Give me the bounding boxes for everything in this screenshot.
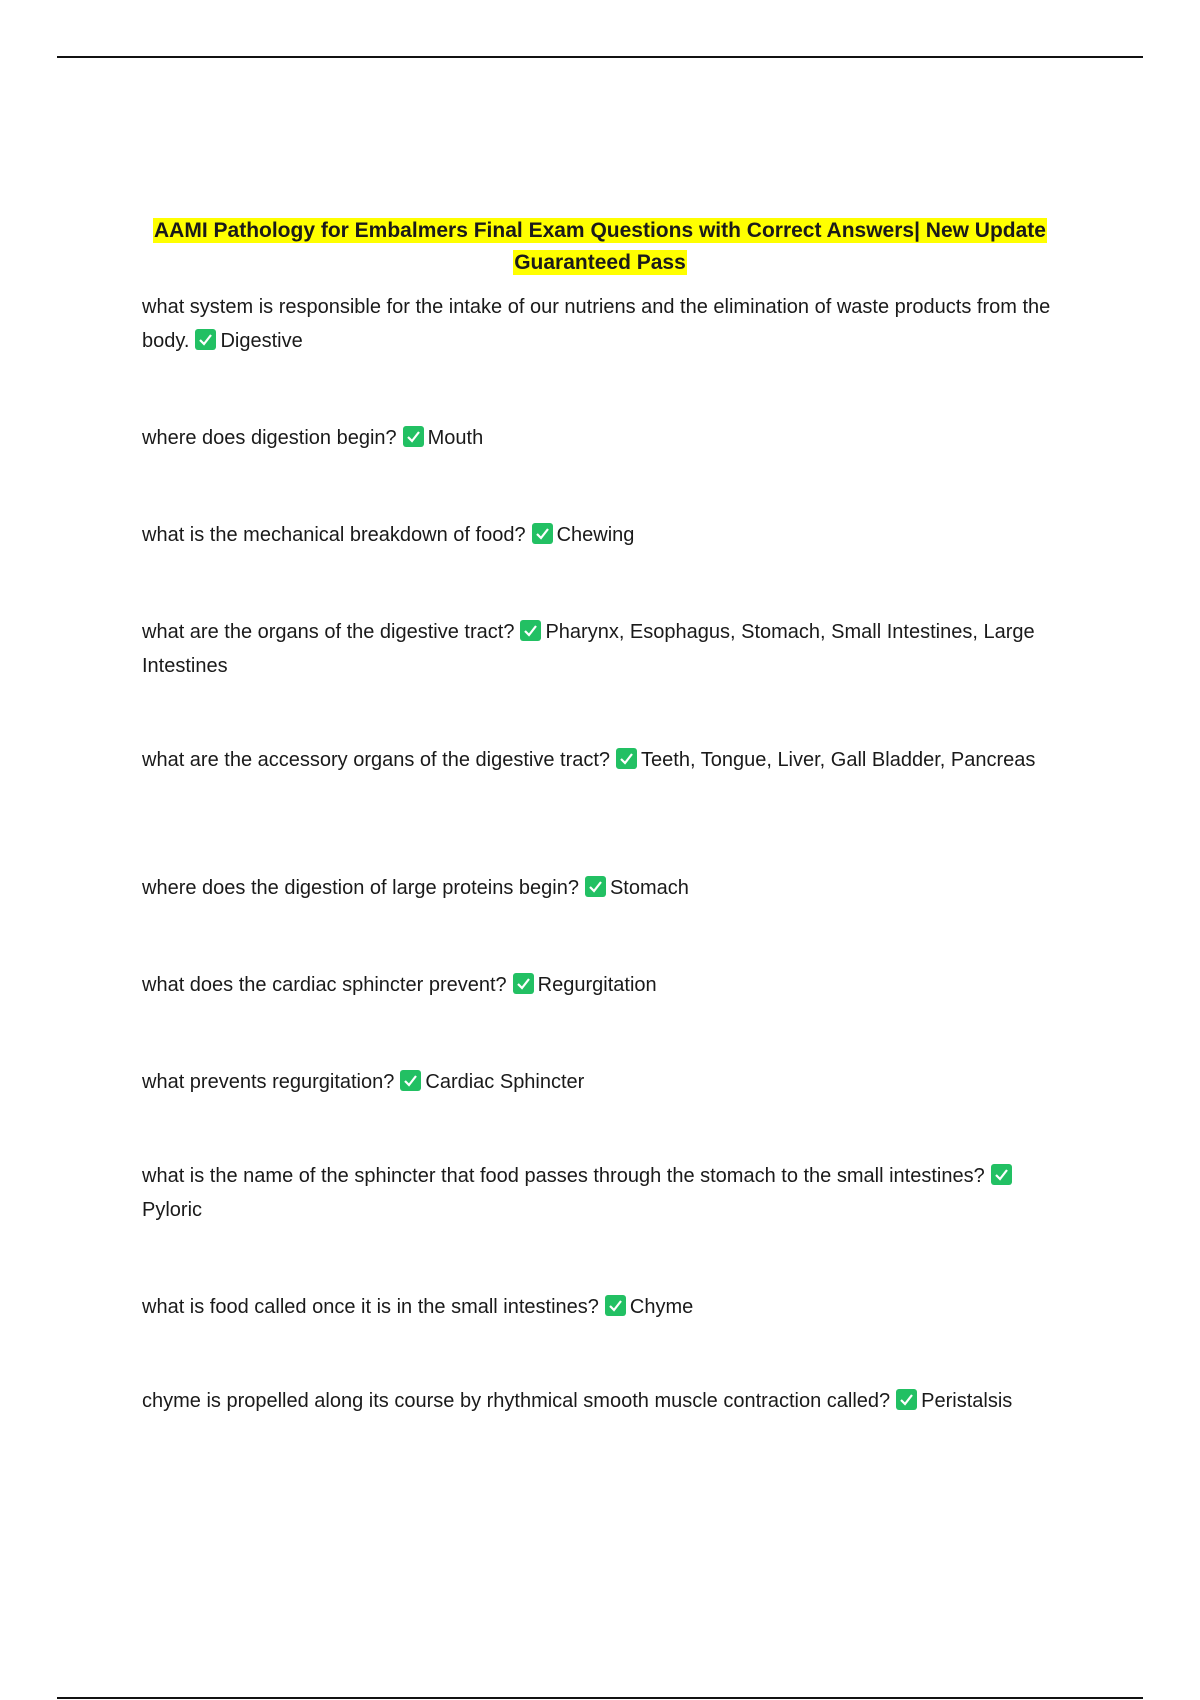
check-mark-icon bbox=[400, 1070, 421, 1091]
qa-item bbox=[142, 1384, 1062, 1418]
qa-item bbox=[142, 615, 1062, 683]
question-text: what are the accessory organs of the digestive tract? bbox=[142, 749, 611, 771]
qa-item bbox=[142, 1159, 1062, 1227]
qa-item bbox=[142, 290, 1062, 358]
answer-text: Chyme bbox=[629, 1296, 694, 1318]
title-line-1: AAMI Pathology for Embalmers Final Exam Questions with Correct Answers| New Update bbox=[154, 219, 1046, 242]
document-title bbox=[140, 215, 1060, 279]
answer-text: Cardiac Sphincter bbox=[425, 1071, 585, 1093]
qa-item bbox=[142, 743, 1062, 777]
question-text: where does the digestion of large proteins begin? bbox=[142, 877, 579, 899]
qa-item bbox=[142, 421, 1062, 455]
check-mark-icon bbox=[532, 523, 553, 544]
qa-item bbox=[142, 518, 1062, 552]
question-text: what is food called once it is in the small intestines? bbox=[142, 1296, 599, 1318]
question-text: what prevents regurgitation? bbox=[142, 1071, 395, 1093]
question-text: what is the mechanical breakdown of food? bbox=[142, 524, 526, 546]
question-text: chyme is propelled along its course by rhythmical smooth muscle contraction called? bbox=[142, 1390, 891, 1412]
answer-text: Pyloric bbox=[142, 1199, 203, 1221]
answer-text: Peristalsis bbox=[921, 1390, 1013, 1412]
question-text: what does the cardiac sphincter prevent? bbox=[142, 974, 507, 996]
qa-item bbox=[142, 1065, 1062, 1099]
answer-text: Pharynx, Esophagus, Stomach, Small Intestines, Large Intestines bbox=[142, 621, 1035, 677]
title-line-2: Guaranteed Pass bbox=[514, 251, 686, 274]
footer-rule bbox=[57, 1697, 1143, 1699]
answer-text: Stomach bbox=[609, 877, 689, 899]
question-text: what are the organs of the digestive tract? bbox=[142, 621, 515, 643]
check-mark-icon bbox=[520, 620, 541, 641]
answer-text: Teeth, Tongue, Liver, Gall Bladder, Pancreas bbox=[641, 749, 1036, 771]
answer-text: Digestive bbox=[220, 330, 303, 352]
question-text: what is the name of the sphincter that food passes through the stomach to the small intestines? bbox=[142, 1165, 985, 1187]
check-mark-icon bbox=[403, 426, 424, 447]
qa-item bbox=[142, 968, 1062, 1002]
check-mark-icon bbox=[513, 973, 534, 994]
answer-text: Chewing bbox=[556, 524, 635, 546]
check-mark-icon bbox=[585, 876, 606, 897]
check-mark-icon bbox=[991, 1164, 1012, 1185]
header-rule bbox=[57, 56, 1143, 58]
check-mark-icon bbox=[195, 329, 216, 350]
qa-item bbox=[142, 871, 1062, 905]
check-mark-icon bbox=[896, 1389, 917, 1410]
qa-item bbox=[142, 1290, 1062, 1324]
question-text: what system is responsible for the intake of our nutriens and the elimination of waste products from the body. bbox=[142, 296, 1051, 352]
check-mark-icon bbox=[605, 1295, 626, 1316]
check-mark-icon bbox=[616, 748, 637, 769]
answer-text: Regurgitation bbox=[537, 974, 657, 996]
answer-text: Mouth bbox=[427, 427, 484, 449]
question-text: where does digestion begin? bbox=[142, 427, 397, 449]
